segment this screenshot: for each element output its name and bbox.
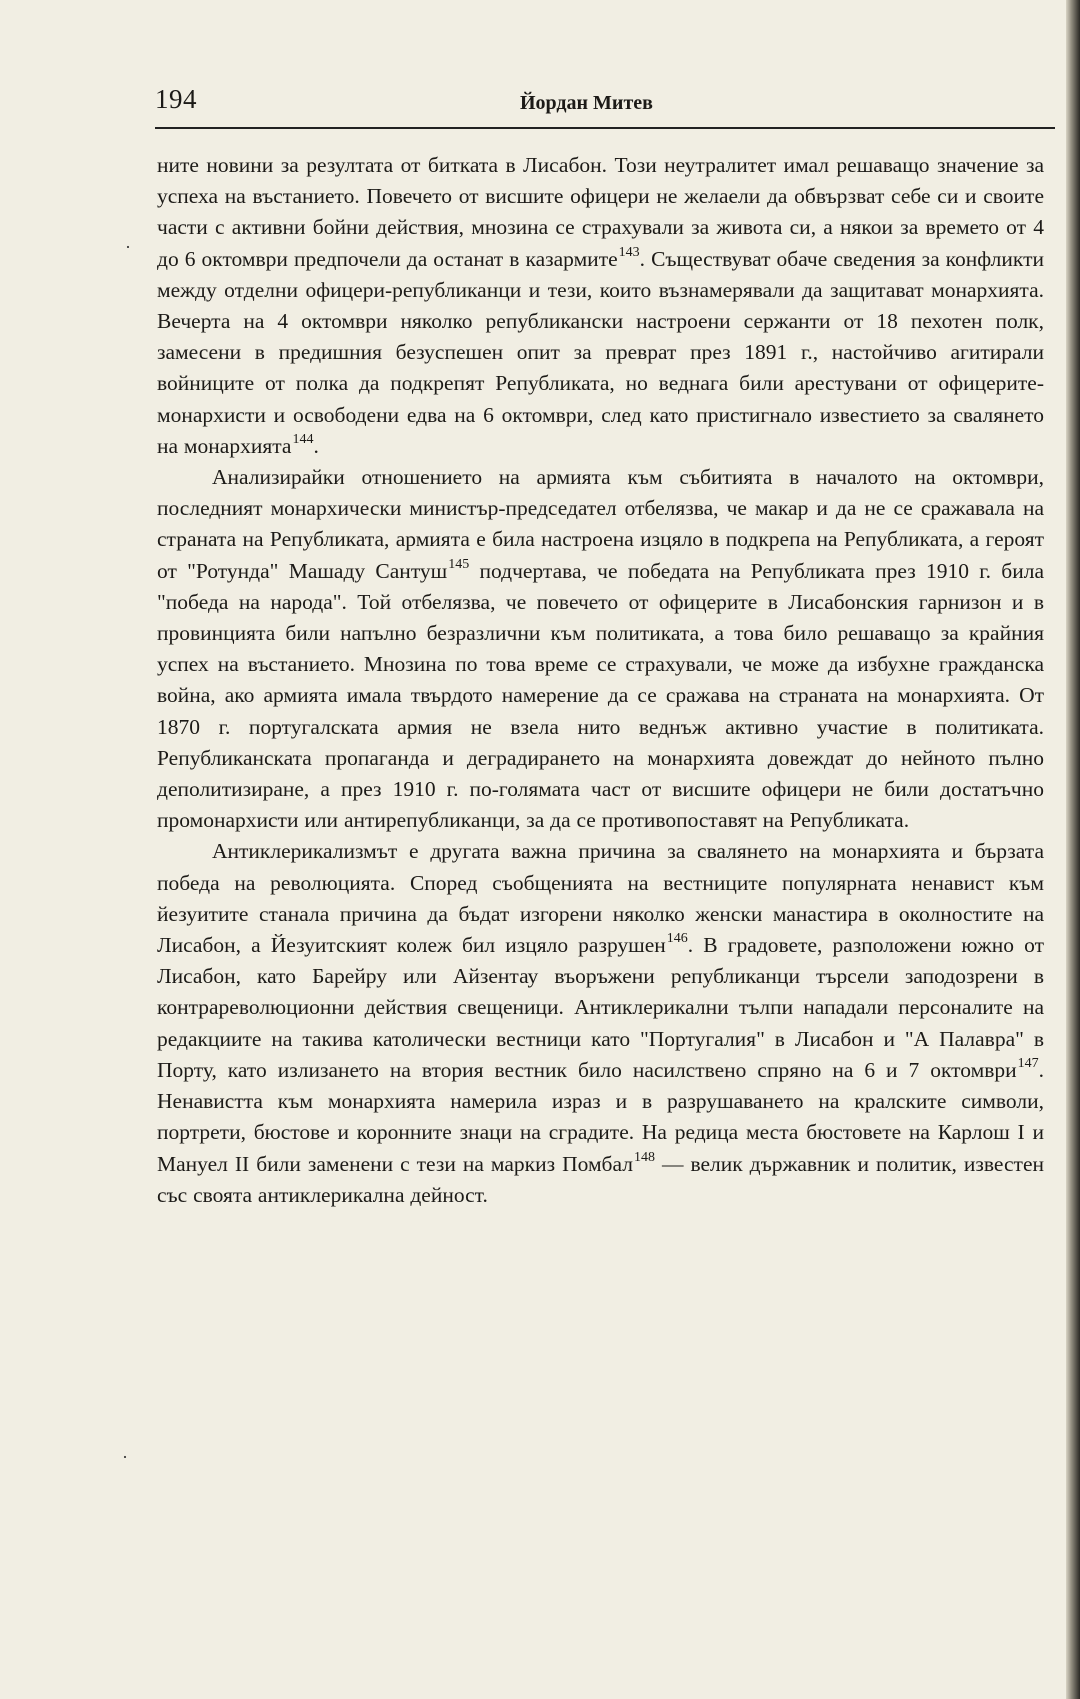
paragraph-text: . xyxy=(313,433,319,458)
page-edge-shadow xyxy=(1066,0,1080,1699)
page-header xyxy=(155,84,1055,132)
header-rule xyxy=(155,127,1055,129)
running-title: Йордан Митев xyxy=(520,92,653,114)
footnote-marker: 145 xyxy=(448,556,470,572)
paragraph xyxy=(157,462,1044,836)
paragraph-text: Антиклерикализмът е другата важна причина за свалянето на монархията и бързата победа на революцията. Според съобщенията на вестниците популярната ненавист към йезуитите станала причина да бъдат изгорени няколко женски манастира в околностите на Лисабон, а Йезуитският колеж бил изцяло разрушен xyxy=(157,839,1044,958)
body-text xyxy=(157,150,1044,1211)
paragraph-text: . Съществуват обаче сведения за конфликти между отделни офицери-републиканци и тези, които възнамерявали да защитават монархията. Вечерта на 4 октомври няколко републикански настроени сержанти от 18 пехотен полк, замесени в предишния безуспешен опит за преврат през 1891 г., настойчиво агитирали войниците от полка да подкрепят Републиката, но веднага били арестувани от офицерите-монархисти и освободени едва на 6 октомври, след като пристигнало известието за свалянето на монархията xyxy=(157,246,1044,458)
paragraph-text: . Ненавистта към монархията намерила израз и в разрушаването на кралските символи, портрети, бюстове и коронните знаци на сградите. На редица места бюстовете на Карлош I и Мануел II били заменени с тези на маркиз Помбал xyxy=(157,1057,1044,1176)
paragraph-text: . В градовете, разположени южно от Лисабон, като Барейру или Айзентау въоръжени републиканци търсели заподозрени в контрареволюционни действия свещеници. Антиклерикални тълпи нападали персоналите на редакциите на такива католически вестници като "Португалия" в Лисабон и "А Палавра" в Порту, като излизането на втория вестник било насилствено спряно на 6 и 7 октомври xyxy=(157,933,1044,1082)
paragraph-text: Анализирайки отношението на армията към събитията в началото на октомври, последният монархически министър-председател отбелязва, че макар и да не се сражавала на страната на Републиката, армията е била настроена изцяло в подкрепа на Републиката, а героят от "Ротунда" Машаду Сантуш xyxy=(157,465,1044,583)
footnote-marker: 143 xyxy=(618,244,640,260)
footnote-marker: 147 xyxy=(1017,1055,1039,1071)
paragraph xyxy=(157,836,1044,1210)
paragraph-text: подчертава, че победата на Републиката през 1910 г. била "победа на народа". Той отбелязва, че повечето от офицерите в Лисабонския гарнизон и в провинцията били напълно безразлични към политиката, а това било решаващо за крайния успех на въстанието. Мнозина по това време се страхували, че може да избухне гражданска война, ако армията имала твърдото намерение да се сражава на страната на монархията. От 1870 г. португалската армия не взела нито веднъж активно участие в политиката. Републиканската пропаганда и деградирането на монархията довеждат до нейното пълно деполитизиране, а през 1910 г. по-голямата част от висшите офицери не били достатъчно промонархисти или антирепубликанци, за да се противопоставят на Републиката. xyxy=(157,558,1044,833)
footnote-marker: 146 xyxy=(666,931,688,947)
paragraph-text: ните новини за резултата от битката в Лисабон. Този неутралитет имал решаващо значение за успеха на въстанието. Повечето от висшите офицери не желаели да обвързват себе си и своите части с активни бойни действия, мнозина се страхували за живота си, а някои за времето от 4 до 6 октомври предпочели да останат в казармите xyxy=(157,153,1044,271)
paragraph-text: — велик държавник и политик, известен със своята антиклерикална дейност. xyxy=(157,1151,1044,1207)
page-number: 194 xyxy=(155,84,197,114)
footnote-marker: 148 xyxy=(633,1149,655,1165)
paragraph xyxy=(157,150,1044,462)
footnote-marker: 144 xyxy=(292,431,314,447)
margin-mark: · xyxy=(125,237,131,257)
margin-mark: · xyxy=(122,1447,128,1467)
